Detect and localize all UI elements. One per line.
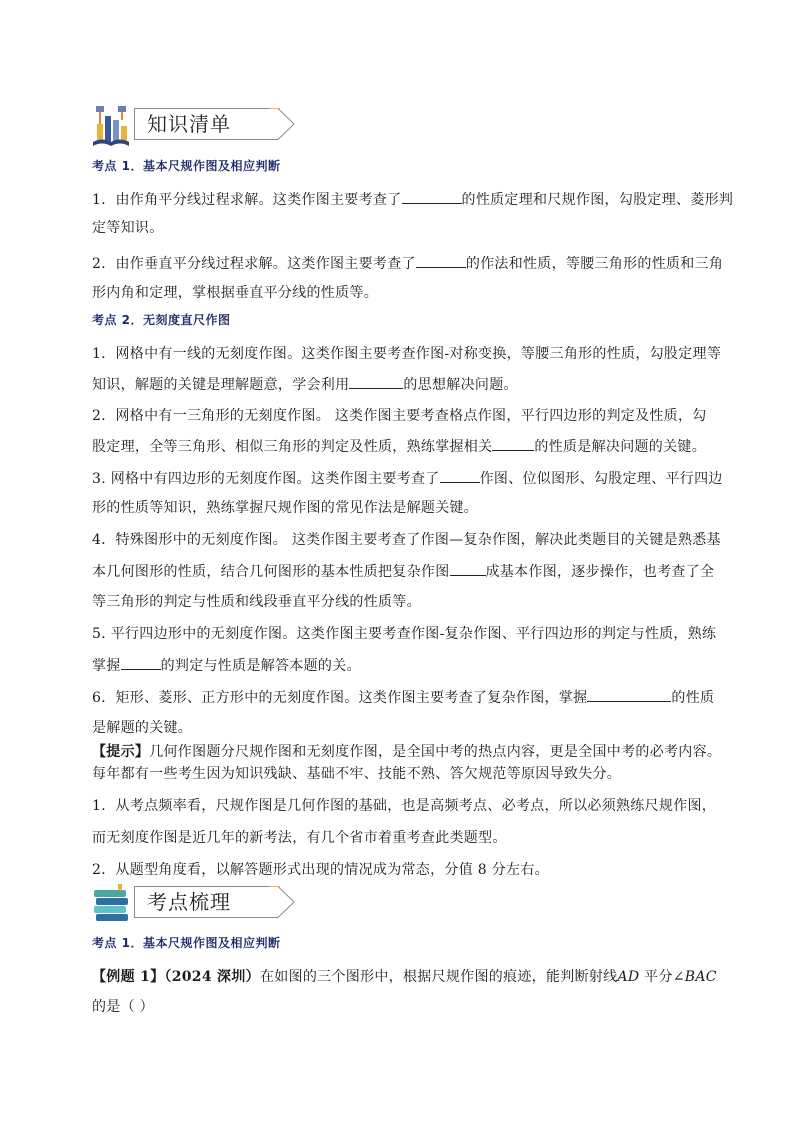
tip-label: 【提示】 — [92, 744, 150, 760]
arrow-tab-icon — [266, 886, 296, 918]
example-paragraph — [92, 967, 717, 987]
tip-paragraph — [92, 742, 722, 762]
book-icon — [92, 104, 130, 148]
example-label: 【例题 1】 — [92, 969, 165, 985]
paragraph-line — [92, 374, 712, 395]
section-title: 知识清单 — [134, 108, 267, 140]
paragraph-line: 2．从题型角度看，以解答题形式出现的情况成为常态，分值 8 分左右。 — [92, 862, 549, 878]
paragraph-line: 是解题的关键。 — [92, 720, 193, 736]
fill-blank — [349, 374, 403, 389]
paragraph-line: 形的性质等知识，熟练掌握尺规作图的常见作法是解题关键。 — [92, 500, 479, 516]
fill-blank — [492, 436, 534, 451]
key-point-heading: 考点 2．无刻度直尺作图 — [92, 313, 231, 327]
text: 掌握 — [92, 658, 121, 674]
fill-blank — [440, 468, 480, 483]
key-point-heading: 考点 1．基本尺规作图及相应判断 — [92, 936, 281, 950]
section-banner-review — [92, 882, 282, 926]
text: 3. 网格中有四边形的无刻度作图。这类作图主要考查了 — [92, 471, 440, 487]
paragraph-line — [92, 561, 715, 582]
text: 2．由作垂直平分线过程求解。这类作图主要考查了 — [92, 256, 416, 272]
paragraph-line: 定等知识。 — [92, 220, 164, 236]
math-angle: ∠BAC — [672, 969, 717, 985]
fill-blank — [450, 561, 486, 576]
paragraph-line: 的是（ ） — [92, 999, 154, 1015]
paragraph-line: 形内角和定理，掌根据垂直平分线的性质等。 — [92, 285, 378, 301]
text: 股定理，全等三角形、相似三角形的判定及性质，熟练掌握相关 — [92, 439, 493, 455]
paragraph-line: 4．特殊图形中的无刻度作图。 这类作图主要考查了作图—复杂作图，解决此类题目的关键是熟悉基 — [92, 532, 721, 548]
paragraph-line — [92, 655, 712, 676]
paragraph-line: 每年都有一些考生因为知识残缺、基础不牢、技能不熟、答欠规范等原因导致失分。 — [92, 766, 622, 782]
paragraph-line — [92, 253, 724, 274]
text: 本几何图形的性质，结合几何图形的基本性质把复杂作图 — [92, 564, 450, 580]
text: 的判定与性质是解答本题的关。 — [160, 658, 361, 674]
paragraph-line: 1．网格中有一线的无刻度作图。这类作图主要考查作图-对称变换，等腰三角形的性质，勾股定理等 — [92, 346, 722, 362]
math-ray: AD — [617, 969, 640, 985]
paragraph-line: 等三角形的判定与性质和线段垂直平分线的性质等。 — [92, 594, 421, 610]
paragraph-line: 2．网格中有一三角形的无刻度作图。 这类作图主要考查格点作图，平行四边形的判定及性质，勾 — [92, 408, 707, 424]
fill-blank — [121, 655, 161, 670]
arrow-tab-icon — [266, 108, 296, 140]
section-banner-knowledge — [92, 104, 282, 148]
paragraph-line — [92, 468, 723, 489]
fill-blank — [416, 253, 466, 268]
key-point-heading: 考点 1．基本尺规作图及相应判断 — [92, 159, 281, 173]
paragraph-line — [92, 687, 715, 708]
text: 在如图的三个图形中，根据尺规作图的痕迹，能判断射线 — [259, 969, 618, 985]
text: 作图、位似图形、勾股定理、平行四边 — [479, 471, 723, 487]
fill-blank — [402, 189, 462, 204]
text: 1．由作角平分线过程求解。这类作图主要考查了 — [92, 192, 402, 208]
fill-blank — [587, 687, 671, 702]
paragraph-line: 1．从考点频率看，尺规作图是几何作图的基础，也是高频考点、必考点，所以必须熟练尺规作图， — [92, 798, 717, 814]
text: 平分 — [639, 969, 673, 985]
text: 成基本作图，逐步操作，也考查了全 — [485, 564, 715, 580]
text: 的性质 — [671, 690, 715, 706]
paragraph-line — [92, 189, 734, 210]
example-source: （2024 深圳） — [164, 969, 260, 985]
paragraph-line: 而无刻度作图是近几年的新考法，有几个省市着重考查此类题型。 — [92, 830, 507, 846]
text: 的性质定理和尺规作图，勾股定理、菱形判 — [461, 192, 734, 208]
text: 的思想解决问题。 — [403, 377, 518, 393]
text: 的性质是解决问题的关键。 — [534, 439, 707, 455]
text: 6．矩形、菱形、正方形中的无刻度作图。这类作图主要考查了复杂作图，掌握 — [92, 690, 588, 706]
paragraph-line — [92, 436, 712, 457]
books-stack-icon — [92, 882, 130, 926]
section-title: 考点梳理 — [134, 886, 267, 918]
text: 知识，解题的关键是理解题意，学会利用 — [92, 377, 350, 393]
text: 几何作图题分尺规作图和无刻度作图，是全国中考的热点内容，更是全国中考的必考内容。 — [149, 744, 722, 760]
text: 的作法和性质，等腰三角形的性质和三角 — [465, 256, 724, 272]
paragraph-line: 5. 平行四边形中的无刻度作图。这类作图主要考查作图-复杂作图、平行四边形的判定与性质，熟练 — [92, 626, 717, 642]
